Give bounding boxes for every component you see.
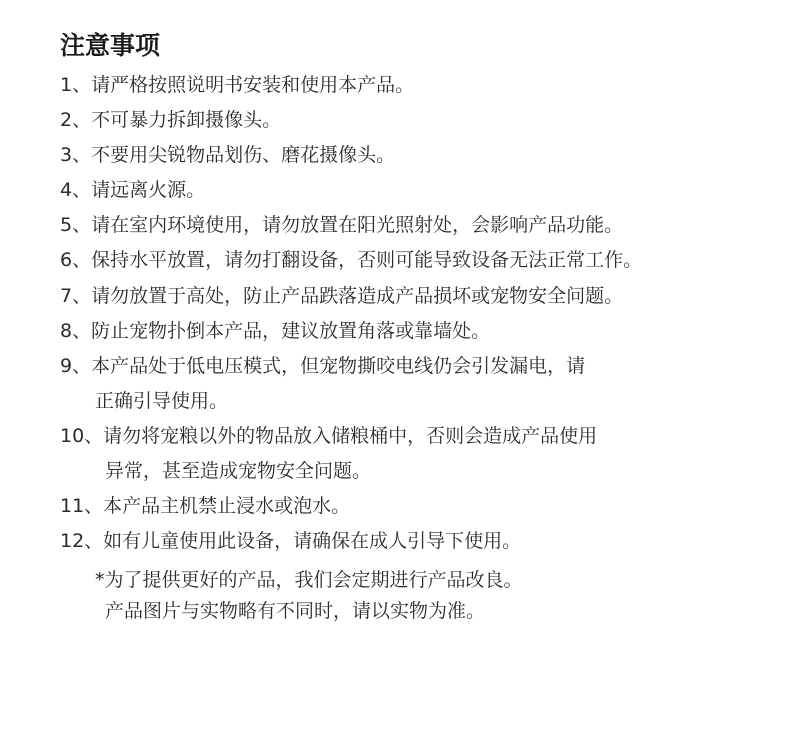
notice-item-12: 12、如有儿童使用此设备，请确保在成人引导下使用。: [60, 530, 522, 552]
notice-item-1: 1、请严格按照说明书安装和使用本产品。: [60, 74, 415, 96]
footnote-line-1: *为了提供更好的产品，我们会定期进行产品改良。: [95, 569, 523, 591]
footnote-line-2: 产品图片与实物略有不同时，请以实物为准。: [105, 600, 486, 622]
notice-item-10: 10、请勿将宠粮以外的物品放入储粮桶中，否则会造成产品使用: [60, 425, 598, 447]
notice-item-4: 4、请远离火源。: [60, 179, 206, 201]
notice-item-8: 8、防止宠物扑倒本产品，建议放置角落或靠墙处。: [60, 320, 491, 342]
notice-item-9: 9、本产品处于低电压模式，但宠物撕咬电线仍会引发漏电，请: [60, 355, 586, 377]
notice-item-6: 6、保持水平放置，请勿打翻设备，否则可能导致设备无法正常工作。: [60, 249, 643, 271]
notice-item-2: 2、不可暴力拆卸摄像头。: [60, 109, 282, 131]
notice-item-11: 11、本产品主机禁止浸水或泡水。: [60, 495, 351, 517]
notice-title: 注意事项: [60, 31, 161, 60]
notice-item-7: 7、请勿放置于高处，防止产品跌落造成产品损坏或宠物安全问题。: [60, 285, 624, 307]
notice-item-10-continued: 异常，甚至造成宠物安全问题。: [105, 460, 372, 482]
notice-item-3: 3、不要用尖锐物品划伤、磨花摄像头。: [60, 144, 396, 166]
notice-item-5: 5、请在室内环境使用，请勿放置在阳光照射处，会影响产品功能。: [60, 214, 624, 236]
notice-item-9-continued: 正确引导使用。: [95, 390, 229, 412]
